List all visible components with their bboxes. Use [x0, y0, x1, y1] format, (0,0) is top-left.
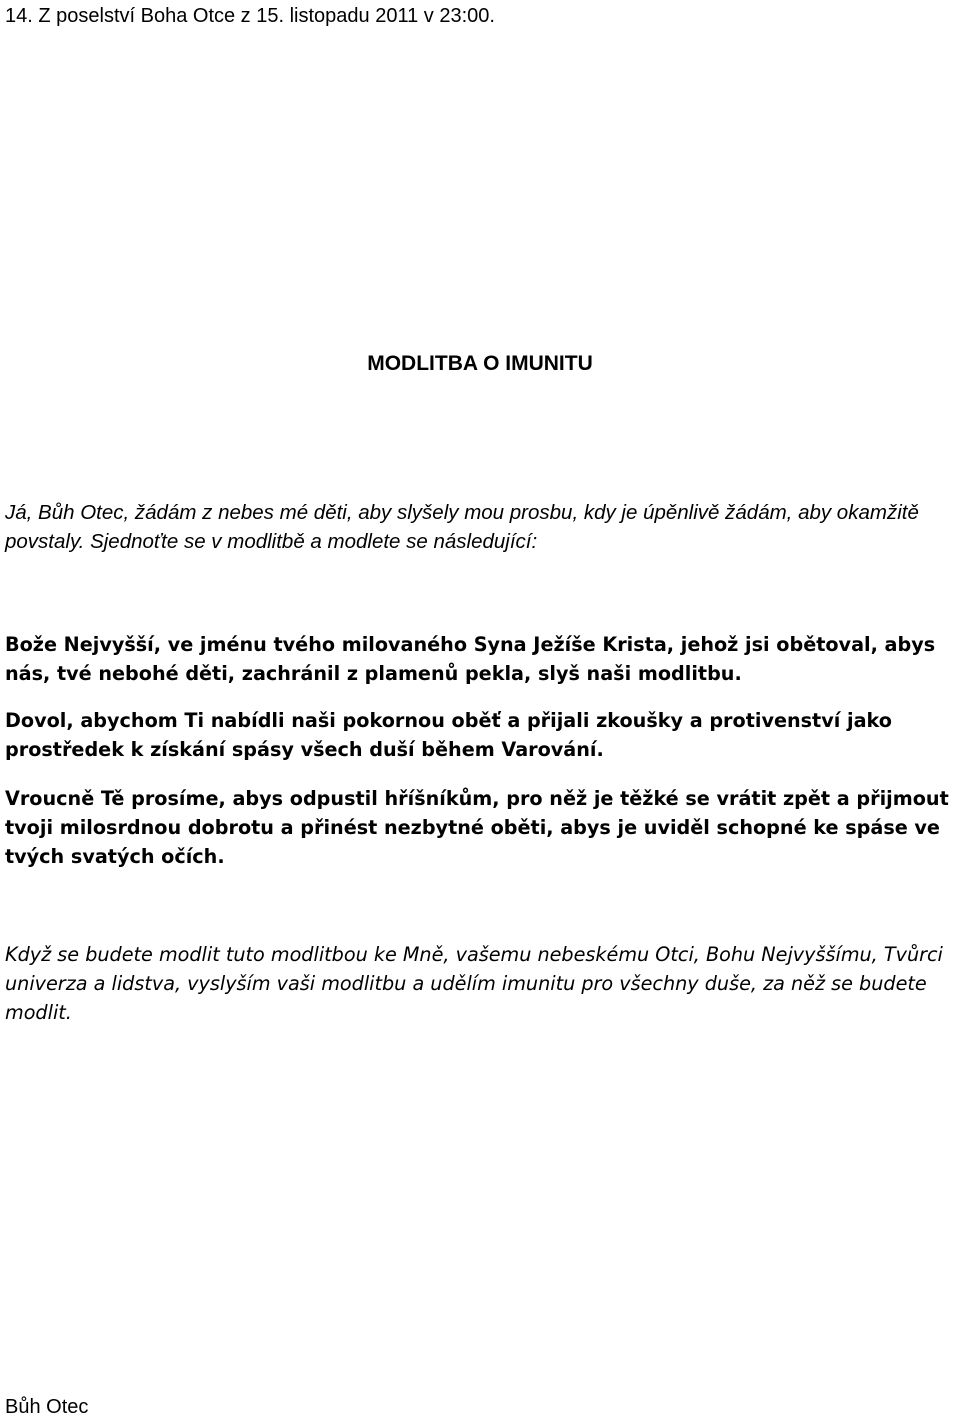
- intro-paragraph: Já, Bůh Otec, žádám z nebes mé děti, aby slyšely mou prosbu, kdy je úpěnlivě žádám, aby okamžitě povstaly. Sjednoťte se v modlitbě a modlete se následující:: [5, 501, 919, 553]
- prayer-title: MODLITBA O IMUNITU: [367, 352, 593, 375]
- prayer-paragraph-1: Bože Nejvyšší, ve jménu tvého milovaného Syna Ježíše Krista, jehož jsi obětoval, abys nás, tvé nebohé děti, zachránil z plamenů pekla, slyš naši modlitbu.: [5, 633, 936, 685]
- closing-paragraph: Když se budete modlit tuto modlitbou ke Mně, vašemu nebeskému Otci, Bohu Nejvyššímu, Tvůrci univerza a lidstva, vyslyším vaši modlitbu a udělím imunitu pro všechny duše, za něž se budete modlit.: [5, 943, 943, 1024]
- prayer-paragraph-2: Dovol, abychom Ti nabídli naši pokornou oběť a přijali zkoušky a protivenství jako prostředek k získání spásy všech duší během Varování.: [5, 709, 892, 761]
- message-heading: 14. Z poselství Boha Otce z 15. listopadu 2011 v 23:00.: [5, 5, 495, 27]
- prayer-paragraph-3: Vroucně Tě prosíme, abys odpustil hříšníkům, pro něž je těžké se vrátit zpět a přijmout tvoji milosrdnou dobrotu a přinést nezbytné oběti, abys je uviděl schopné ke spáse ve tvých svatých očích.: [5, 787, 949, 868]
- signature: Bůh Otec: [5, 1396, 89, 1418]
